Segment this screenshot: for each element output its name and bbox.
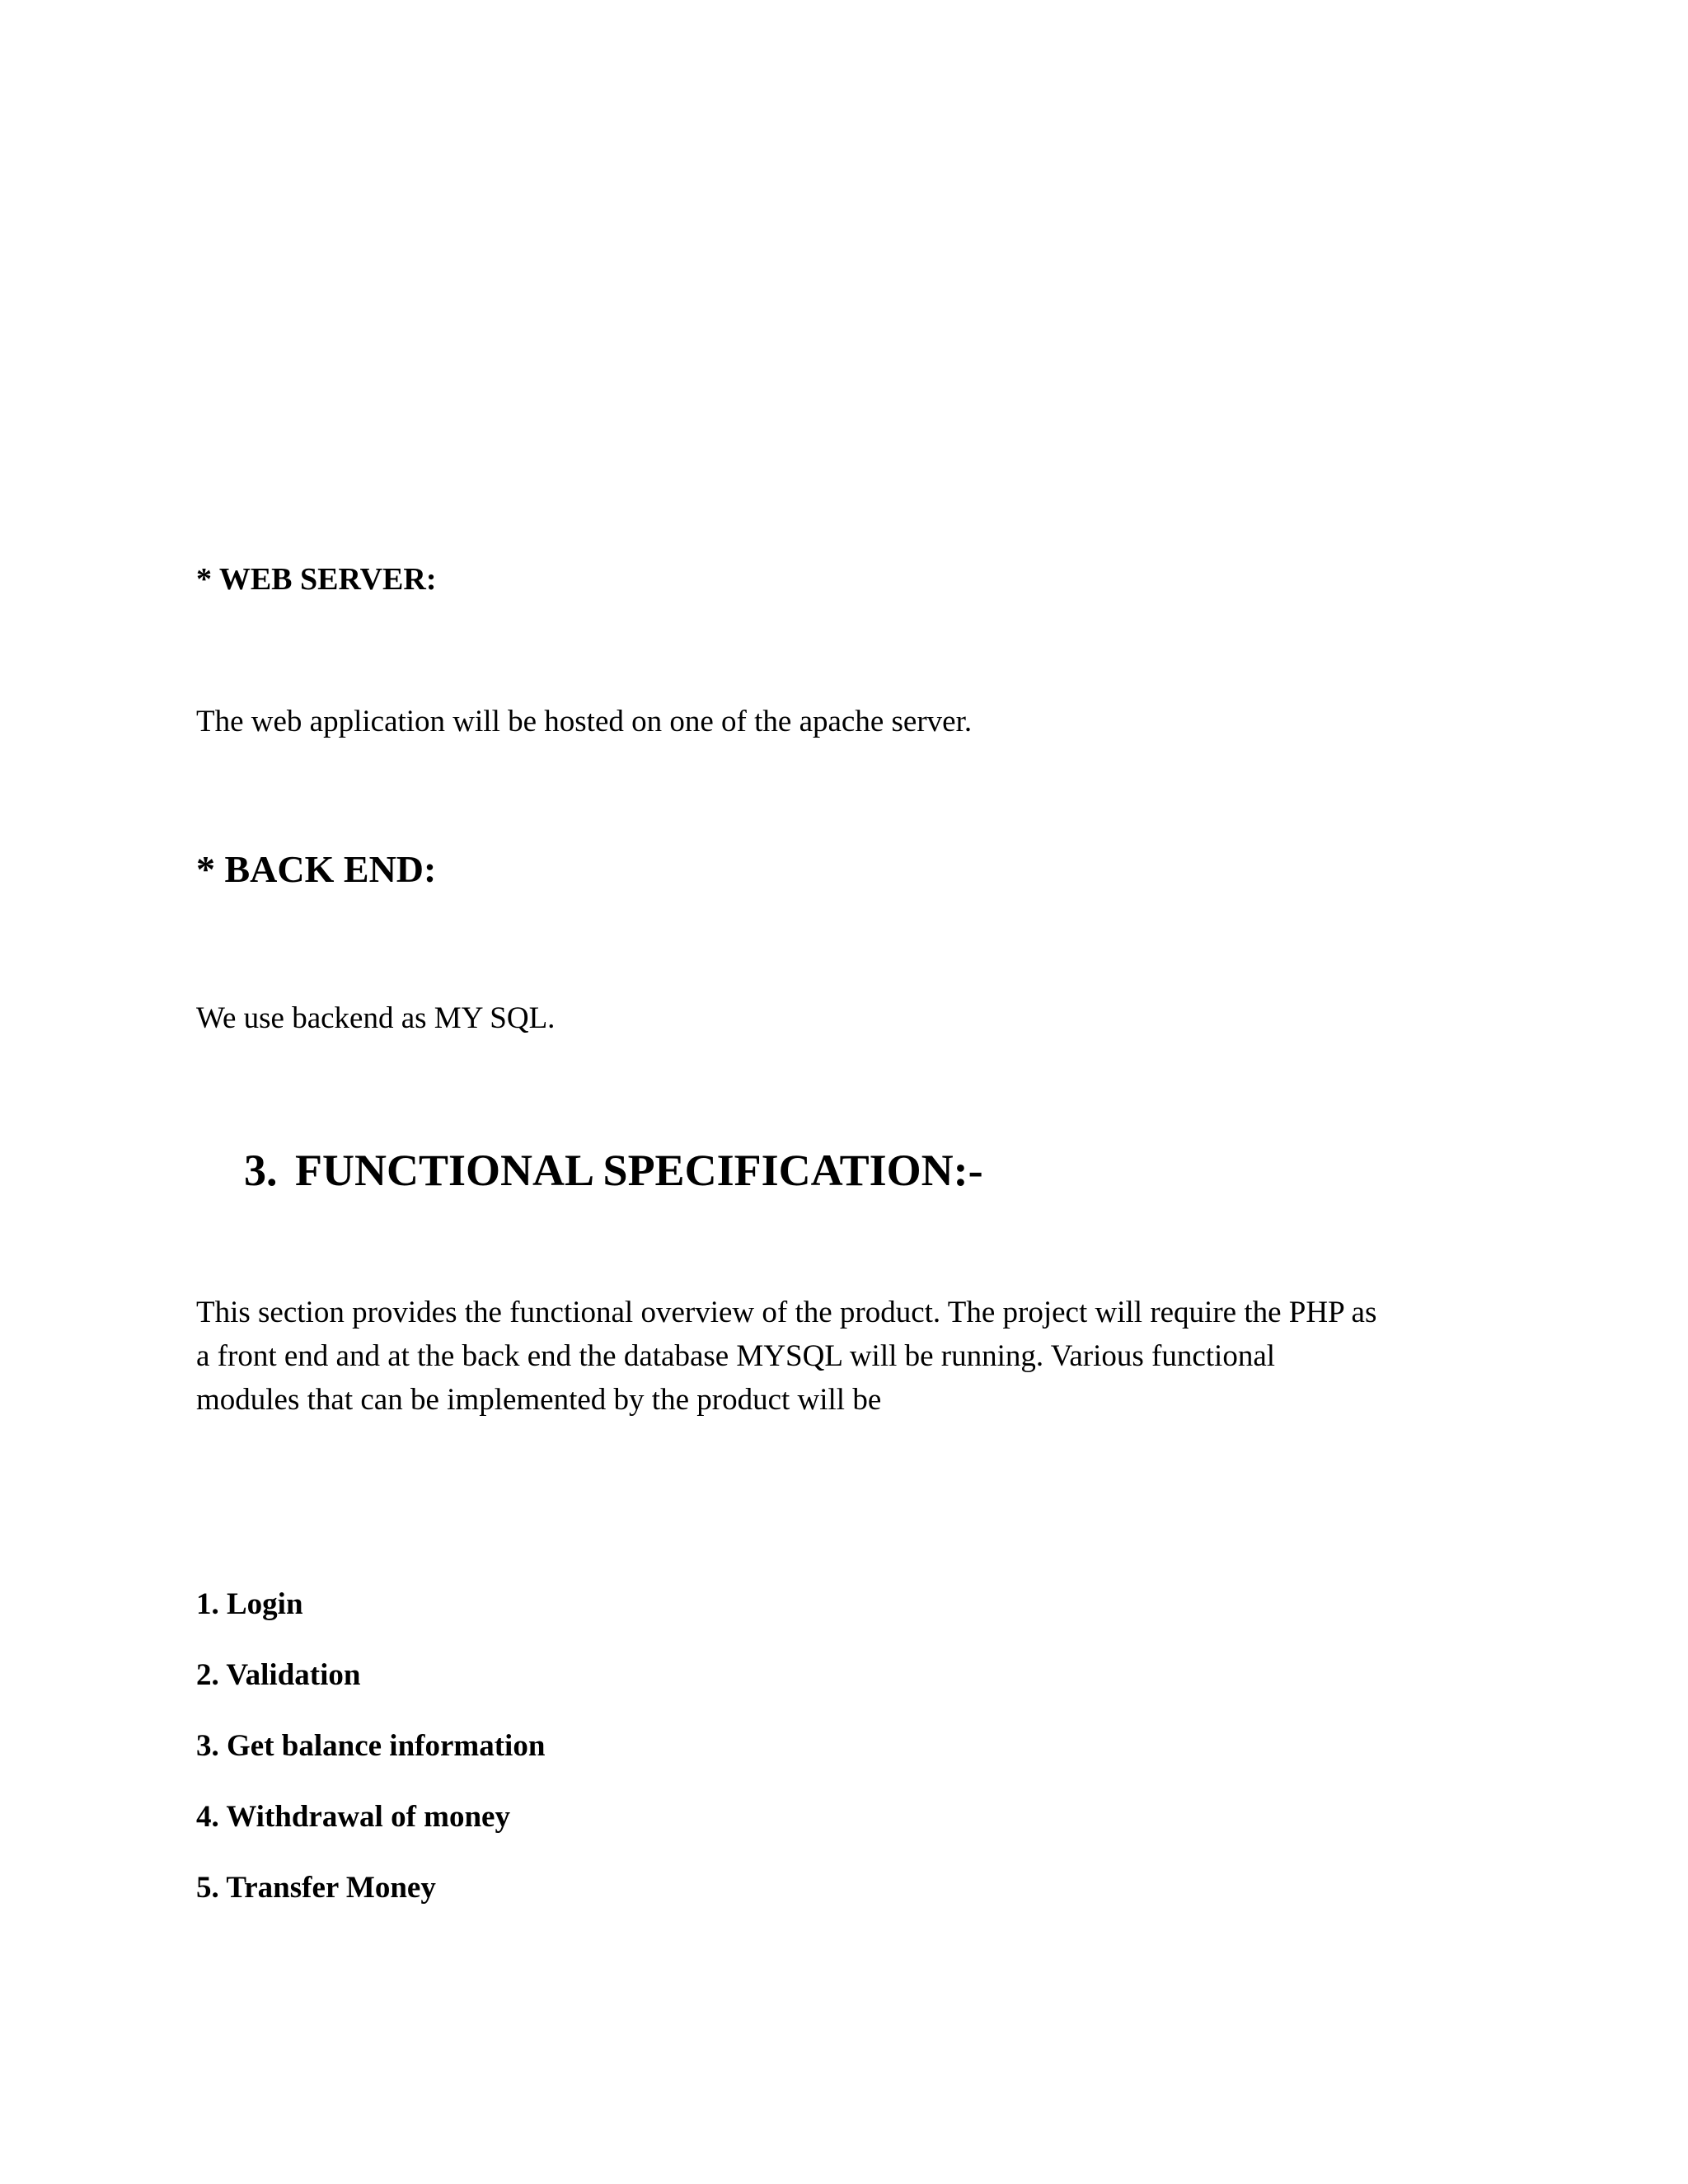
web-server-text: The web application will be hosted on one of the apache server. bbox=[196, 705, 973, 738]
list-item: 3. Get balance information bbox=[196, 1729, 546, 1763]
module-list bbox=[196, 1586, 545, 1940]
list-item: 1. Login bbox=[196, 1587, 303, 1621]
list-item: 2. Validation bbox=[196, 1658, 361, 1692]
back-end-text: We use backend as MY SQL. bbox=[196, 1001, 556, 1035]
functional-overview-paragraph bbox=[196, 1291, 1482, 1422]
section-title: FUNCTIONAL SPECIFICATION:- bbox=[295, 1146, 983, 1195]
functional-specification-heading bbox=[244, 1144, 983, 1197]
paragraph-line: a front end and at the back end the database MYSQL will be running. Various functional bbox=[196, 1339, 1276, 1373]
paragraph-line: modules that can be implemented by the product will be bbox=[196, 1383, 882, 1417]
back-end-heading: * BACK END: bbox=[196, 848, 437, 890]
paragraph-line: This section provides the functional overview of the product. The project will require the PHP as bbox=[196, 1296, 1377, 1329]
list-item: 4. Withdrawal of money bbox=[196, 1800, 510, 1834]
list-item: 5. Transfer Money bbox=[196, 1871, 436, 1905]
web-server-heading: * WEB SERVER: bbox=[196, 562, 437, 597]
section-number: 3. bbox=[244, 1146, 278, 1195]
